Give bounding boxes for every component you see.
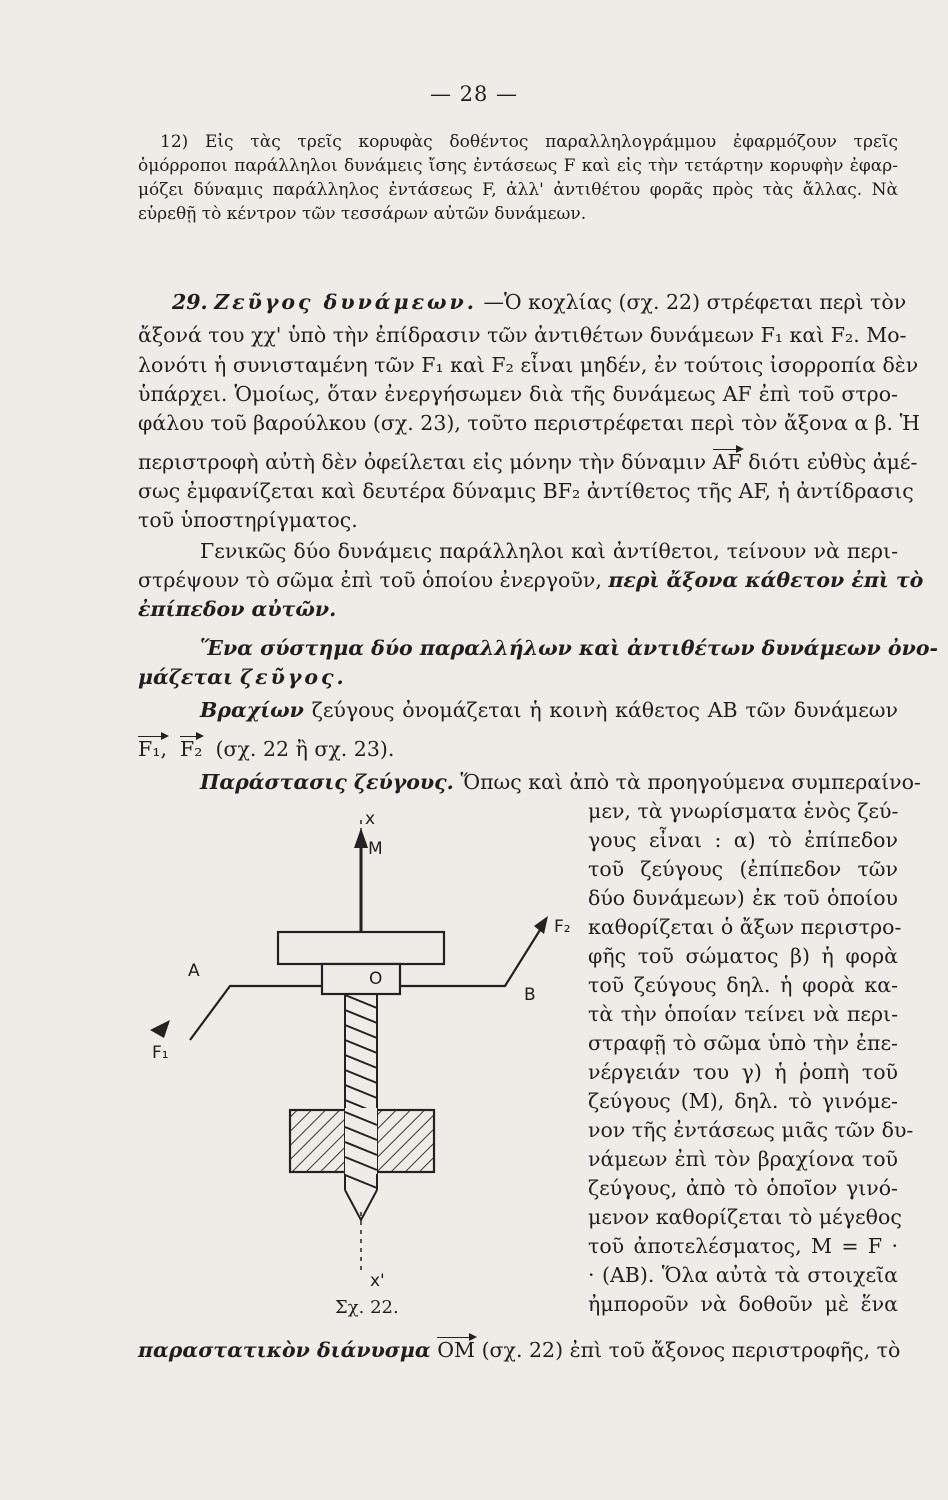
section-number: 29. — [172, 290, 208, 314]
section-29-line-8: τοῦ ὑποστηρίγματος. — [138, 508, 358, 532]
narrow-line: · (AB). Ὅλα αὐτὰ τὰ στοιχεῖα — [588, 1263, 898, 1287]
narrow-line: στραφῇ τὸ σῶμα ὑπὸ τὴν ἐπε- — [588, 1031, 898, 1055]
section-29-line-2: ἄξονά του χχ' ὑπὸ τὴν ἐπίδρασιν τῶν ἀντιθέτων δυνάμεων F₁ καὶ F₂. Μο- — [138, 323, 907, 347]
section-29-line-1 — [172, 288, 907, 316]
definition-term: ζεῦγος. — [240, 665, 347, 689]
problem-12-line-2: ὁμόρροποι παράλληλοι δυνάμεις ἴσης ἐντάσεως F καὶ εἰς τὴν τετάρτην κορυφὴν ἐφαρ- — [138, 156, 898, 176]
narrow-line: γους εἶναι : α) τὸ ἐπίπεδον — [588, 828, 898, 852]
label-o: O — [369, 969, 383, 989]
section-29-line-7: σως ἐμφανίζεται καὶ δευτέρα δύναμις BF₂ ἀντίθετος τῆς AF, ἡ ἀντίδρασις — [138, 479, 914, 503]
page-number: — 28 — — [429, 82, 519, 106]
label-x: x — [365, 809, 376, 829]
vector-af: AF — [712, 450, 742, 474]
force-f2-arrowhead — [534, 916, 548, 934]
representation-text: Ὅπως καὶ ἀπὸ τὰ προηγούμενα συμπεραίνο- — [460, 770, 921, 794]
vector-f2: F₂ — [180, 737, 203, 761]
general-line-2 — [138, 566, 924, 594]
narrow-line: ζεύγους, ἀπὸ τὸ ὁποῖον γινό- — [588, 1176, 898, 1200]
section-intro: —Ὁ κοχλίας (σχ. 22) στρέφεται περὶ τὸν — [483, 290, 907, 314]
label-f1: F₁ — [152, 1043, 169, 1063]
arm-term: Βραχίων — [200, 698, 304, 722]
narrow-line: ἠμποροῦν νὰ δοθοῦν μὲ ἕνα — [588, 1292, 898, 1316]
general-line-1: Γενικῶς δύο δυνάμεις παράλληλοι καὶ ἀντίθετοι, τείνουν νὰ περι- — [200, 539, 898, 563]
force-f1-arrowhead — [150, 1020, 170, 1038]
section-29-line-5: φάλου τοῦ βαρούλκου (σχ. 23), τοῦτο περιστρέφεται περὶ τὸν ἄξονα α β. Ἡ — [138, 411, 920, 435]
narrow-line: τοῦ ζεύγους (ἐπίπεδον τῶν — [588, 857, 898, 881]
screw-collar — [322, 964, 400, 994]
moment-vector-arrowhead — [354, 828, 368, 848]
label-a: A — [188, 961, 200, 981]
vector-f1: F₁, — [138, 737, 167, 761]
definition-text: μάζεται — [138, 665, 233, 689]
narrow-line: δύο δυνάμεων) ἐκ τοῦ ὁποίου — [588, 886, 898, 910]
line-6-text-b: διότι εὐθὺς ἀμέ- — [748, 450, 918, 474]
definition-line-2 — [138, 663, 898, 691]
general-text-a: στρέψουν τὸ σῶμα ἐπὶ τοῦ ὁποίου ἐνεργοῦν, — [138, 568, 602, 592]
narrow-line: νάμεων ἐπὶ τὸν βραχίονα τοῦ — [588, 1147, 898, 1171]
representation-term: Παράστασις ζεύγους. — [200, 770, 454, 794]
screw-head-plate — [278, 932, 444, 964]
representation-last-line — [138, 1336, 901, 1364]
narrow-line: φῆς τοῦ σώματος β) ἡ φορὰ — [588, 944, 898, 968]
arm-reference: (σχ. 22 ἢ σχ. 23). — [215, 737, 395, 761]
definition-line-1: Ἕνα σύστημα δύο παραλλήλων καὶ ἀντιθέτων δυνάμεων ὀνο- — [200, 636, 938, 660]
narrow-line: ζεύγους (M), δηλ. τὸ γινόμε- — [588, 1089, 898, 1113]
line-6-text-a: περιστροφὴ αὐτὴ δὲν ὀφείλεται εἰς μόνην τὴν δύναμιν — [138, 450, 707, 474]
problem-12-line-1: 12) Εἰς τὰς τρεῖς κορυφὰς δοθέντος παραλληλογράμμου ἐφαρμόζουν τρεῖς — [160, 132, 898, 152]
representation-last-text: (σχ. 22) ἐπὶ τοῦ ἄξονος περιστροφῆς, τὸ — [481, 1338, 901, 1362]
vector-om: OM — [437, 1338, 476, 1362]
label-f2: F₂ — [554, 917, 571, 937]
arm-line-2 — [138, 735, 898, 763]
arm-line-1 — [200, 696, 898, 724]
figure-caption: Σχ. 22. — [335, 1297, 399, 1318]
lever-arm-left — [190, 986, 322, 1040]
narrow-line: καθορίζεται ὁ ἄξων περιστρο- — [588, 915, 902, 939]
problem-12-line-3: μόζει δύναμις παράλληλος ἐντάσεως F, ἀλλ' ἀντιθέτου φορᾶς πρὸς τὰς ἄλλας. Νὰ — [138, 180, 898, 200]
narrow-line: τὰ τὴν ὁποίαν τείνει νὰ περι- — [588, 1002, 898, 1026]
narrow-line: μεν, τὰ γνωρίσματα ἑνὸς ζεύ- — [588, 799, 899, 823]
arm-text: ζεύγους ὀνομάζεται ἡ κοινὴ κάθετος AB τῶν δυνάμεων — [311, 698, 898, 722]
general-emphasis: περὶ ἄξονα κάθετον ἐπὶ τὸ — [608, 568, 924, 592]
narrow-line: τοῦ ζεύγους δηλ. ἡ φορὰ κα- — [588, 973, 898, 997]
representative-vector-term: παραστατικὸν διάνυσμα — [138, 1338, 431, 1362]
label-b: B — [524, 985, 536, 1005]
narrow-line: μενον καθορίζεται τὸ μέγεθος — [588, 1205, 902, 1229]
representation-line-1 — [200, 768, 921, 796]
narrow-line: νον τῆς ἐντάσεως μιᾶς τῶν δυ- — [588, 1118, 914, 1142]
section-29-line-6 — [138, 448, 918, 476]
section-29-line-4: ὑπάρχει. Ὁμοίως, ὅταν ἐνεργήσωμεν διὰ τῆς δυνάμεως AF ἐπὶ τοῦ στρο- — [138, 382, 898, 406]
narrow-line: νέργειάν του γ) ἡ ῥοπὴ τοῦ — [588, 1060, 898, 1084]
figure-22-screw-diagram — [140, 800, 580, 1320]
screw-thread — [345, 965, 377, 1220]
problem-12-line-4: εὑρεθῇ τὸ κέντρον τῶν τεσσάρων αὐτῶν δυνάμεων. — [138, 204, 587, 224]
label-m: M — [368, 839, 383, 859]
label-x-prime: x' — [370, 1271, 385, 1291]
general-line-3: ἐπίπεδον αὐτῶν. — [138, 597, 337, 621]
section-29-line-3: λονότι ἡ συνισταμένη τῶν F₁ καὶ F₂ εἶναι μηδέν, ἐν τούτοις ἰσορροπία δὲν — [138, 353, 919, 377]
section-heading: Ζεῦγος δυνάμεων. — [214, 290, 477, 314]
narrow-line: τοῦ ἀποτελέσματος, M = F · — [588, 1234, 898, 1258]
